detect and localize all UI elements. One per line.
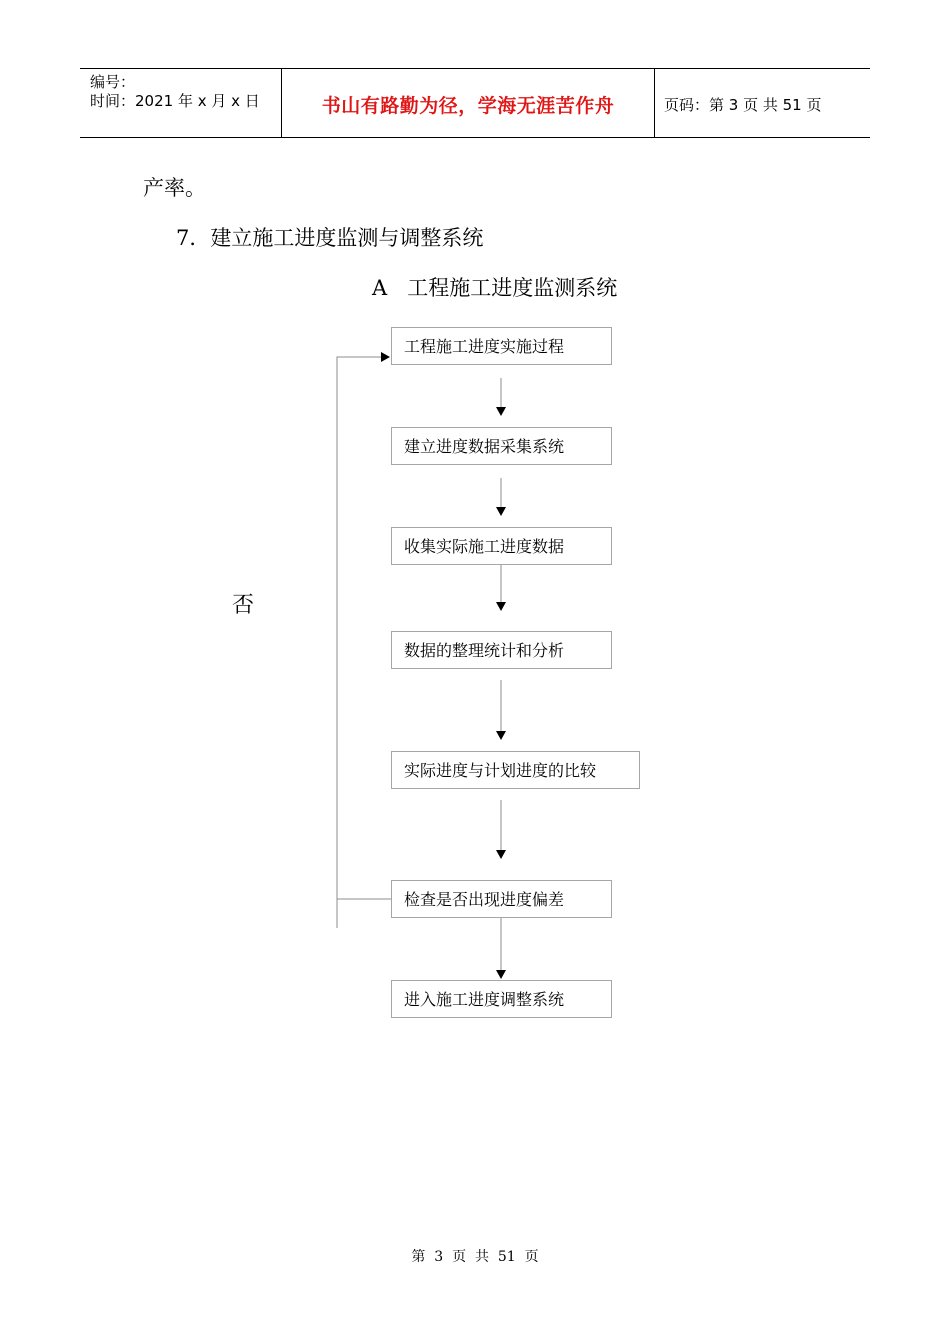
text-fragment: 产率。	[143, 176, 206, 200]
flow-step-4: 数据的整理统计和分析	[391, 631, 612, 669]
flow-step-7: 进入施工进度调整系统	[391, 980, 612, 1018]
flow-step-3: 收集实际施工进度数据	[391, 527, 612, 565]
feedback-no-label: 否	[232, 593, 255, 618]
header-motto: 书山有路勤为径，学海无涯苦作舟	[321, 95, 615, 117]
flow-step-5: 实际进度与计划进度的比较	[391, 751, 640, 789]
section-heading: 7．建立施工进度监测与调整系统	[176, 226, 484, 250]
flow-step-1: 工程施工进度实施过程	[391, 327, 612, 365]
header-number: 编号：	[90, 73, 136, 91]
feedback-loop	[337, 357, 389, 899]
header-time: 时间：2021 年 x 月 x 日	[90, 92, 260, 110]
flow-step-2: 建立进度数据采集系统	[391, 427, 612, 465]
figure-title: A 工程施工进度监测系统	[372, 276, 618, 300]
page-footer: 第 3 页 共 51 页	[411, 1249, 539, 1265]
feedback-tail	[337, 899, 391, 928]
header-page-number: 页码：第 3 页 共 51 页	[664, 96, 822, 114]
flow-step-6: 检查是否出现进度偏差	[391, 880, 612, 918]
